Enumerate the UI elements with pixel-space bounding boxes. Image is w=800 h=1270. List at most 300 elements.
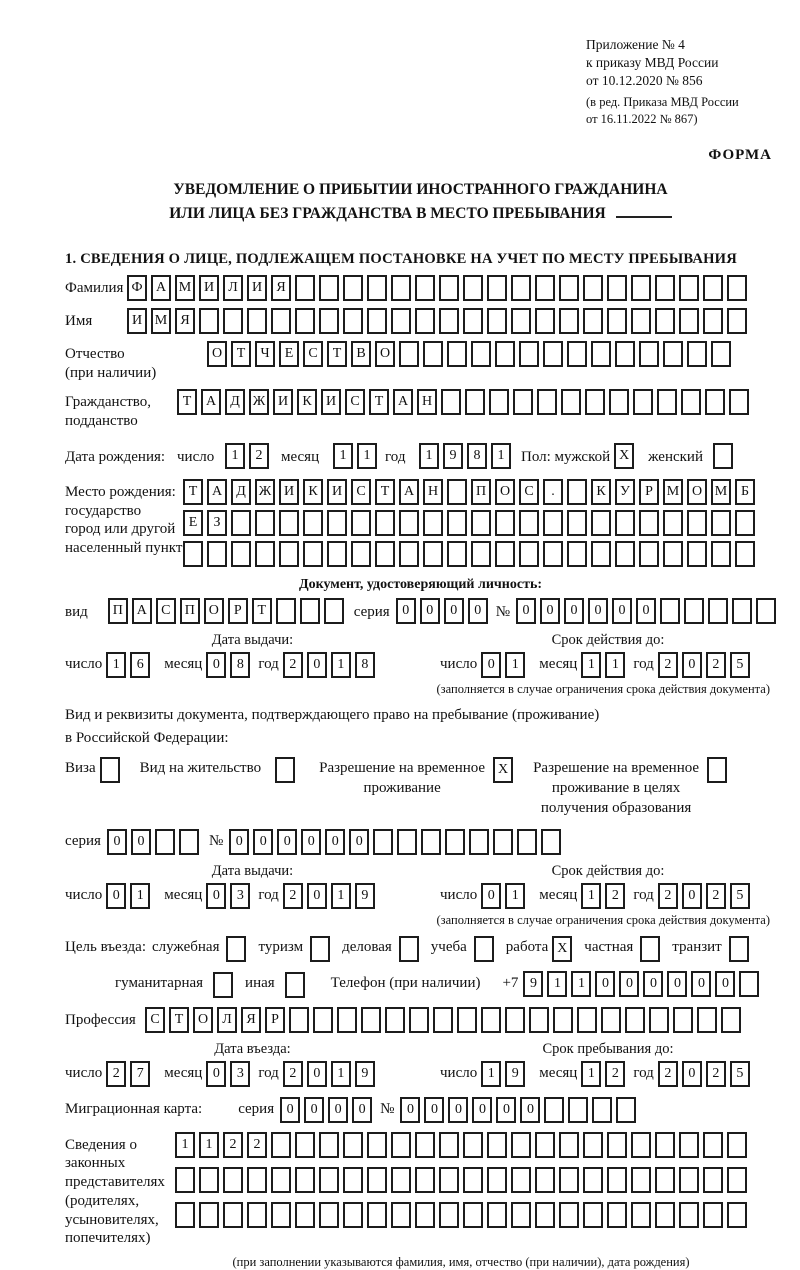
- study-checkbox[interactable]: [474, 936, 494, 962]
- identity-number-cells[interactable]: [516, 598, 776, 624]
- form-cell[interactable]: [727, 1167, 747, 1193]
- form-cell[interactable]: [639, 341, 659, 367]
- form-cell[interactable]: Л: [217, 1007, 237, 1033]
- form-cell[interactable]: [607, 1202, 627, 1228]
- form-cell[interactable]: [591, 510, 611, 536]
- form-cell[interactable]: [519, 341, 539, 367]
- form-cell[interactable]: [687, 541, 707, 567]
- form-cell[interactable]: [223, 308, 243, 334]
- form-cell[interactable]: Н: [423, 479, 443, 505]
- form-cell[interactable]: 1: [491, 443, 511, 469]
- form-cell[interactable]: Ч: [255, 341, 275, 367]
- form-cell[interactable]: 1: [419, 443, 439, 469]
- form-cell[interactable]: [343, 275, 363, 301]
- form-cell[interactable]: С: [156, 598, 176, 624]
- valid-year-cells[interactable]: [658, 652, 750, 678]
- form-cell[interactable]: [175, 1167, 195, 1193]
- form-cell[interactable]: 0: [400, 1097, 420, 1123]
- form-cell[interactable]: [505, 1007, 525, 1033]
- form-cell[interactable]: [447, 479, 467, 505]
- form-cell[interactable]: 0: [636, 598, 656, 624]
- form-cell[interactable]: [247, 1202, 267, 1228]
- form-cell[interactable]: [367, 308, 387, 334]
- form-cell[interactable]: [343, 1132, 363, 1158]
- form-cell[interactable]: [711, 541, 731, 567]
- form-cell[interactable]: 0: [682, 1061, 702, 1087]
- form-cell[interactable]: 6: [130, 652, 150, 678]
- form-cell[interactable]: [727, 308, 747, 334]
- form-cell[interactable]: 1: [581, 1061, 601, 1087]
- form-cell[interactable]: [319, 1167, 339, 1193]
- given-name-cells[interactable]: [127, 308, 747, 334]
- form-cell[interactable]: [607, 308, 627, 334]
- form-cell[interactable]: [655, 275, 675, 301]
- form-cell[interactable]: 0: [481, 652, 501, 678]
- form-cell[interactable]: 0: [280, 1097, 300, 1123]
- form-cell[interactable]: [756, 598, 776, 624]
- form-cell[interactable]: [463, 1202, 483, 1228]
- form-cell[interactable]: [631, 308, 651, 334]
- form-cell[interactable]: [279, 510, 299, 536]
- form-cell[interactable]: [439, 308, 459, 334]
- form-cell[interactable]: [279, 541, 299, 567]
- business-checkbox[interactable]: [226, 936, 246, 962]
- form-cell[interactable]: [607, 1167, 627, 1193]
- form-cell[interactable]: [543, 510, 563, 536]
- form-cell[interactable]: [487, 1167, 507, 1193]
- form-cell[interactable]: 0: [448, 1097, 468, 1123]
- sex-female-checkbox[interactable]: [713, 443, 733, 469]
- transit-checkbox[interactable]: [729, 936, 749, 962]
- form-cell[interactable]: 2: [706, 883, 726, 909]
- form-cell[interactable]: [615, 510, 635, 536]
- form-cell[interactable]: [663, 541, 683, 567]
- form-cell[interactable]: А: [151, 275, 171, 301]
- form-cell[interactable]: [535, 1202, 555, 1228]
- form-cell[interactable]: [679, 308, 699, 334]
- form-cell[interactable]: [703, 275, 723, 301]
- residence-series-cells[interactable]: [107, 829, 199, 855]
- form-cell[interactable]: [289, 1007, 309, 1033]
- form-cell[interactable]: 0: [307, 1061, 327, 1087]
- form-cell[interactable]: [511, 275, 531, 301]
- form-cell[interactable]: 0: [396, 598, 416, 624]
- form-cell[interactable]: 0: [468, 598, 488, 624]
- form-cell[interactable]: [415, 275, 435, 301]
- residence-permit-checkbox[interactable]: [275, 757, 295, 783]
- work-checkbox[interactable]: [552, 936, 572, 962]
- form-cell[interactable]: [577, 1007, 597, 1033]
- form-cell[interactable]: О: [204, 598, 224, 624]
- form-cell[interactable]: [697, 1007, 717, 1033]
- citizenship-cells[interactable]: [177, 389, 749, 415]
- form-cell[interactable]: [313, 1007, 333, 1033]
- form-cell[interactable]: Е: [183, 510, 203, 536]
- form-cell[interactable]: 0: [667, 971, 687, 997]
- form-cell[interactable]: 0: [301, 829, 321, 855]
- form-cell[interactable]: [559, 275, 579, 301]
- form-cell[interactable]: [469, 829, 489, 855]
- form-cell[interactable]: 1: [605, 652, 625, 678]
- form-cell[interactable]: 9: [523, 971, 543, 997]
- form-cell[interactable]: Я: [175, 308, 195, 334]
- form-cell[interactable]: М: [175, 275, 195, 301]
- form-cell[interactable]: [511, 308, 531, 334]
- form-cell[interactable]: [367, 275, 387, 301]
- form-cell[interactable]: [729, 389, 749, 415]
- form-cell[interactable]: [423, 510, 443, 536]
- form-cell[interactable]: 0: [107, 829, 127, 855]
- form-cell[interactable]: [367, 1202, 387, 1228]
- form-cell[interactable]: [640, 936, 660, 962]
- edu-residence-checkbox[interactable]: [707, 757, 727, 783]
- form-cell[interactable]: 0: [496, 1097, 516, 1123]
- form-cell[interactable]: [559, 1132, 579, 1158]
- representatives-cells-row2[interactable]: [175, 1167, 747, 1193]
- form-cell[interactable]: [679, 1167, 699, 1193]
- form-cell[interactable]: 0: [106, 883, 126, 909]
- form-cell[interactable]: [721, 1007, 741, 1033]
- form-cell[interactable]: К: [303, 479, 323, 505]
- form-cell[interactable]: К: [297, 389, 317, 415]
- form-cell[interactable]: Б: [735, 479, 755, 505]
- form-cell[interactable]: И: [321, 389, 341, 415]
- form-cell[interactable]: 0: [277, 829, 297, 855]
- form-cell[interactable]: И: [247, 275, 267, 301]
- form-cell[interactable]: Д: [225, 389, 245, 415]
- form-cell[interactable]: [735, 541, 755, 567]
- form-cell[interactable]: 0: [520, 1097, 540, 1123]
- form-cell[interactable]: [295, 1132, 315, 1158]
- form-cell[interactable]: [327, 510, 347, 536]
- form-cell[interactable]: Р: [265, 1007, 285, 1033]
- tourism-checkbox[interactable]: [310, 936, 330, 962]
- form-cell[interactable]: 0: [420, 598, 440, 624]
- form-cell[interactable]: [295, 308, 315, 334]
- private-checkbox[interactable]: [640, 936, 660, 962]
- form-cell[interactable]: [703, 308, 723, 334]
- form-cell[interactable]: [495, 341, 515, 367]
- form-cell[interactable]: И: [199, 275, 219, 301]
- form-cell[interactable]: 2: [223, 1132, 243, 1158]
- form-cell[interactable]: [707, 757, 727, 783]
- form-cell[interactable]: .: [543, 479, 563, 505]
- form-cell[interactable]: [625, 1007, 645, 1033]
- form-cell[interactable]: 0: [619, 971, 639, 997]
- form-cell[interactable]: 0: [229, 829, 249, 855]
- patronymic-cells[interactable]: [207, 341, 731, 367]
- form-cell[interactable]: [179, 829, 199, 855]
- form-cell[interactable]: [568, 1097, 588, 1123]
- form-cell[interactable]: [247, 1167, 267, 1193]
- form-cell[interactable]: [616, 1097, 636, 1123]
- profession-cells[interactable]: [145, 1007, 741, 1033]
- form-cell[interactable]: 0: [325, 829, 345, 855]
- form-cell[interactable]: [447, 510, 467, 536]
- form-cell[interactable]: [183, 541, 203, 567]
- form-cell[interactable]: 7: [130, 1061, 150, 1087]
- form-cell[interactable]: 1: [175, 1132, 195, 1158]
- form-cell[interactable]: [300, 598, 320, 624]
- form-cell[interactable]: [559, 1167, 579, 1193]
- form-cell[interactable]: [739, 971, 759, 997]
- form-cell[interactable]: [639, 541, 659, 567]
- form-cell[interactable]: С: [303, 341, 323, 367]
- form-cell[interactable]: 0: [643, 971, 663, 997]
- form-cell[interactable]: [541, 829, 561, 855]
- form-cell[interactable]: [391, 1202, 411, 1228]
- form-cell[interactable]: [295, 1167, 315, 1193]
- form-cell[interactable]: [409, 1007, 429, 1033]
- form-cell[interactable]: Ж: [255, 479, 275, 505]
- form-cell[interactable]: Л: [223, 275, 243, 301]
- form-cell[interactable]: М: [711, 479, 731, 505]
- form-cell[interactable]: [465, 389, 485, 415]
- form-cell[interactable]: 0: [595, 971, 615, 997]
- form-cell[interactable]: [199, 1167, 219, 1193]
- form-cell[interactable]: [684, 598, 704, 624]
- form-cell[interactable]: С: [145, 1007, 165, 1033]
- form-cell[interactable]: И: [327, 479, 347, 505]
- form-cell[interactable]: [474, 936, 494, 962]
- form-cell[interactable]: [247, 308, 267, 334]
- form-cell[interactable]: [463, 1167, 483, 1193]
- form-cell[interactable]: [529, 1007, 549, 1033]
- form-cell[interactable]: [223, 1202, 243, 1228]
- form-cell[interactable]: 1: [331, 1061, 351, 1087]
- form-cell[interactable]: 2: [283, 1061, 303, 1087]
- form-cell[interactable]: 1: [571, 971, 591, 997]
- form-cell[interactable]: [705, 389, 725, 415]
- identity-series-cells[interactable]: [396, 598, 488, 624]
- form-cell[interactable]: 0: [472, 1097, 492, 1123]
- form-cell[interactable]: [687, 341, 707, 367]
- stay-day-cells[interactable]: [481, 1061, 525, 1087]
- form-cell[interactable]: [663, 510, 683, 536]
- form-cell[interactable]: [391, 1167, 411, 1193]
- form-cell[interactable]: Т: [375, 479, 395, 505]
- form-cell[interactable]: [319, 308, 339, 334]
- form-cell[interactable]: 2: [249, 443, 269, 469]
- form-cell[interactable]: А: [399, 479, 419, 505]
- form-cell[interactable]: 2: [247, 1132, 267, 1158]
- birth-month-cells[interactable]: [333, 443, 377, 469]
- form-cell[interactable]: [423, 341, 443, 367]
- residence-number-cells[interactable]: [229, 829, 561, 855]
- form-cell[interactable]: [415, 308, 435, 334]
- form-cell[interactable]: 2: [658, 1061, 678, 1087]
- form-cell[interactable]: [601, 1007, 621, 1033]
- form-cell[interactable]: X: [552, 936, 572, 962]
- issue-day-cells[interactable]: [106, 652, 150, 678]
- form-cell[interactable]: [439, 1132, 459, 1158]
- form-cell[interactable]: [583, 1202, 603, 1228]
- form-cell[interactable]: [447, 341, 467, 367]
- form-cell[interactable]: [457, 1007, 477, 1033]
- form-cell[interactable]: [271, 1167, 291, 1193]
- form-cell[interactable]: [361, 1007, 381, 1033]
- visa-checkbox[interactable]: [100, 757, 120, 783]
- form-cell[interactable]: 0: [131, 829, 151, 855]
- form-cell[interactable]: М: [151, 308, 171, 334]
- form-cell[interactable]: Т: [369, 389, 389, 415]
- form-cell[interactable]: [553, 1007, 573, 1033]
- form-cell[interactable]: Р: [228, 598, 248, 624]
- form-cell[interactable]: [375, 510, 395, 536]
- form-cell[interactable]: [561, 389, 581, 415]
- valid-month-cells[interactable]: [581, 652, 625, 678]
- form-cell[interactable]: [399, 510, 419, 536]
- form-cell[interactable]: 0: [715, 971, 735, 997]
- form-cell[interactable]: 2: [706, 652, 726, 678]
- form-cell[interactable]: О: [375, 341, 395, 367]
- sex-male-checkbox[interactable]: [614, 443, 634, 469]
- form-cell[interactable]: [631, 275, 651, 301]
- form-cell[interactable]: [255, 541, 275, 567]
- form-cell[interactable]: 1: [505, 883, 525, 909]
- form-cell[interactable]: X: [493, 757, 513, 783]
- form-cell[interactable]: [399, 541, 419, 567]
- form-cell[interactable]: [657, 389, 677, 415]
- form-cell[interactable]: 5: [730, 652, 750, 678]
- form-cell[interactable]: [655, 1167, 675, 1193]
- form-cell[interactable]: 2: [706, 1061, 726, 1087]
- form-cell[interactable]: [559, 308, 579, 334]
- form-cell[interactable]: [711, 510, 731, 536]
- form-cell[interactable]: П: [108, 598, 128, 624]
- form-cell[interactable]: [271, 1132, 291, 1158]
- commercial-checkbox[interactable]: [399, 936, 419, 962]
- form-cell[interactable]: 0: [253, 829, 273, 855]
- form-cell[interactable]: 2: [283, 883, 303, 909]
- form-cell[interactable]: [285, 972, 305, 998]
- form-cell[interactable]: 1: [225, 443, 245, 469]
- form-cell[interactable]: [703, 1132, 723, 1158]
- form-cell[interactable]: [535, 1167, 555, 1193]
- form-cell[interactable]: [639, 510, 659, 536]
- form-cell[interactable]: [324, 598, 344, 624]
- form-cell[interactable]: [708, 598, 728, 624]
- stay-year-cells[interactable]: [658, 1061, 750, 1087]
- form-cell[interactable]: [351, 541, 371, 567]
- form-cell[interactable]: [481, 1007, 501, 1033]
- form-cell[interactable]: [687, 510, 707, 536]
- form-cell[interactable]: [463, 275, 483, 301]
- form-cell[interactable]: 1: [106, 652, 126, 678]
- form-cell[interactable]: А: [132, 598, 152, 624]
- form-cell[interactable]: 1: [581, 883, 601, 909]
- form-cell[interactable]: [343, 308, 363, 334]
- form-cell[interactable]: [399, 341, 419, 367]
- form-cell[interactable]: [631, 1132, 651, 1158]
- form-cell[interactable]: [615, 541, 635, 567]
- form-cell[interactable]: Н: [417, 389, 437, 415]
- form-cell[interactable]: [592, 1097, 612, 1123]
- form-cell[interactable]: 2: [605, 1061, 625, 1087]
- form-cell[interactable]: Т: [177, 389, 197, 415]
- form-cell[interactable]: И: [273, 389, 293, 415]
- issue-year-cells[interactable]: [283, 652, 375, 678]
- form-cell[interactable]: Я: [241, 1007, 261, 1033]
- form-cell[interactable]: [391, 1132, 411, 1158]
- form-cell[interactable]: Т: [231, 341, 251, 367]
- migration-number-cells[interactable]: [400, 1097, 636, 1123]
- form-cell[interactable]: 0: [588, 598, 608, 624]
- form-cell[interactable]: [535, 275, 555, 301]
- form-cell[interactable]: [223, 1167, 243, 1193]
- form-cell[interactable]: [487, 308, 507, 334]
- form-cell[interactable]: Т: [252, 598, 272, 624]
- form-cell[interactable]: 8: [467, 443, 487, 469]
- form-cell[interactable]: 2: [658, 883, 678, 909]
- form-cell[interactable]: [275, 757, 295, 783]
- form-cell[interactable]: [519, 541, 539, 567]
- form-cell[interactable]: [729, 936, 749, 962]
- form-cell[interactable]: [649, 1007, 669, 1033]
- form-cell[interactable]: [591, 341, 611, 367]
- form-cell[interactable]: [399, 936, 419, 962]
- form-cell[interactable]: 1: [481, 1061, 501, 1087]
- form-cell[interactable]: [447, 541, 467, 567]
- form-cell[interactable]: [367, 1167, 387, 1193]
- form-cell[interactable]: 8: [230, 652, 250, 678]
- form-cell[interactable]: С: [351, 479, 371, 505]
- form-cell[interactable]: [423, 541, 443, 567]
- surname-cells[interactable]: [127, 275, 747, 301]
- form-cell[interactable]: [276, 598, 296, 624]
- form-cell[interactable]: 1: [199, 1132, 219, 1158]
- form-cell[interactable]: [660, 598, 680, 624]
- form-cell[interactable]: [655, 1132, 675, 1158]
- form-cell[interactable]: 0: [206, 1061, 226, 1087]
- form-cell[interactable]: 0: [481, 883, 501, 909]
- form-cell[interactable]: [463, 308, 483, 334]
- form-cell[interactable]: [535, 308, 555, 334]
- form-cell[interactable]: [735, 510, 755, 536]
- form-cell[interactable]: X: [614, 443, 634, 469]
- form-cell[interactable]: 0: [682, 883, 702, 909]
- form-cell[interactable]: 0: [612, 598, 632, 624]
- form-cell[interactable]: [511, 1132, 531, 1158]
- form-cell[interactable]: 1: [505, 652, 525, 678]
- form-cell[interactable]: [727, 1202, 747, 1228]
- form-cell[interactable]: 8: [355, 652, 375, 678]
- form-cell[interactable]: 1: [333, 443, 353, 469]
- form-cell[interactable]: [663, 341, 683, 367]
- form-cell[interactable]: 0: [307, 652, 327, 678]
- form-cell[interactable]: М: [663, 479, 683, 505]
- form-cell[interactable]: [175, 1202, 195, 1228]
- entry-day-cells[interactable]: [106, 1061, 150, 1087]
- form-cell[interactable]: [591, 541, 611, 567]
- form-cell[interactable]: А: [207, 479, 227, 505]
- form-cell[interactable]: 0: [444, 598, 464, 624]
- form-cell[interactable]: Ф: [127, 275, 147, 301]
- form-cell[interactable]: [495, 510, 515, 536]
- form-cell[interactable]: 0: [206, 652, 226, 678]
- form-cell[interactable]: [543, 341, 563, 367]
- form-cell[interactable]: 1: [357, 443, 377, 469]
- form-cell[interactable]: [343, 1167, 363, 1193]
- form-cell[interactable]: 2: [605, 883, 625, 909]
- form-cell[interactable]: [727, 1132, 747, 1158]
- issue-year-cells[interactable]: [283, 883, 375, 909]
- form-cell[interactable]: [391, 308, 411, 334]
- form-cell[interactable]: [439, 275, 459, 301]
- form-cell[interactable]: [607, 275, 627, 301]
- form-cell[interactable]: 2: [658, 652, 678, 678]
- form-cell[interactable]: 0: [682, 652, 702, 678]
